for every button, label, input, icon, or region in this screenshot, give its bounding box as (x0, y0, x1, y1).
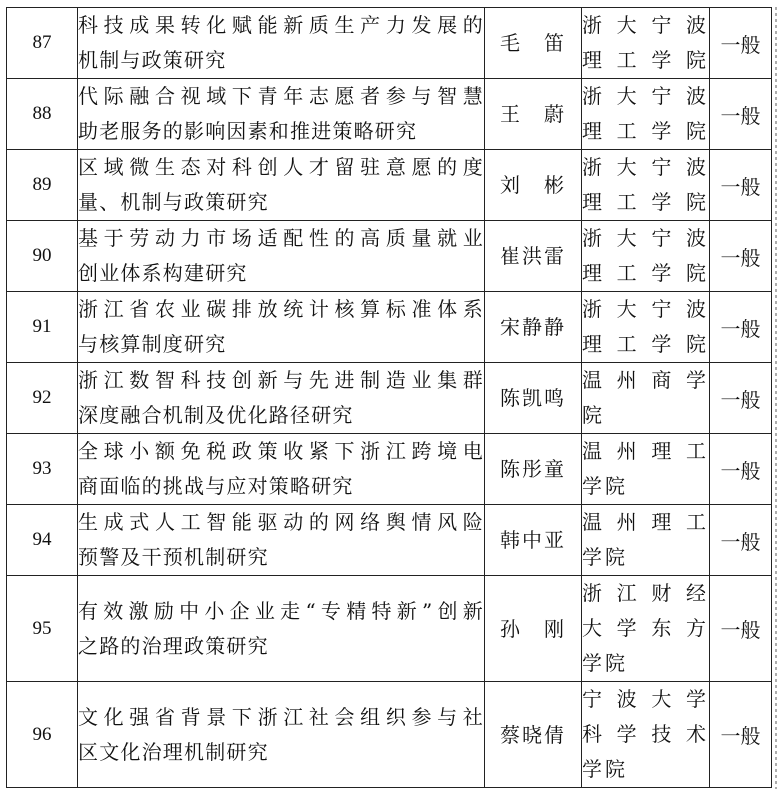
institution-line: 理工学院 (582, 190, 709, 214)
institution-line: 院 (582, 403, 605, 427)
project-category: 一般 (710, 363, 772, 434)
project-title-line: 浙江省农业碳排放统计核算标准体系 (78, 297, 484, 321)
author-name: 孙 刚 (500, 616, 566, 641)
table-row (7, 8, 772, 79)
table-row (7, 682, 772, 788)
project-category: 一般 (710, 150, 772, 221)
project-category: 一般 (710, 682, 772, 788)
project-title (78, 79, 485, 150)
row-number: 94 (7, 505, 78, 576)
institution-line: 浙大宁波 (582, 13, 709, 37)
project-institution (582, 434, 710, 505)
project-author (485, 8, 582, 79)
project-author (485, 150, 582, 221)
project-institution (582, 292, 710, 363)
project-title-line: 生成式人工智能驱动的网络舆情风险 (78, 510, 484, 534)
project-institution (582, 682, 710, 788)
author-name: 刘 彬 (500, 173, 566, 197)
project-title (78, 363, 485, 434)
table-row (7, 576, 772, 682)
institution-line: 浙江财经 (582, 581, 709, 605)
author-name: 崔洪雷 (500, 244, 566, 268)
row-number: 93 (7, 434, 78, 505)
table-row (7, 150, 772, 221)
project-title-line: 之路的治理政策研究 (78, 633, 269, 658)
project-category: 一般 (710, 221, 772, 292)
institution-line: 温州商学 (582, 368, 709, 392)
project-author (485, 434, 582, 505)
project-institution (582, 505, 710, 576)
institution-line: 学院 (582, 545, 628, 569)
project-category: 一般 (710, 292, 772, 363)
project-title (78, 434, 485, 505)
institution-line: 浙大宁波 (582, 297, 709, 321)
project-title-line: 量、机制与政策研究 (78, 190, 269, 214)
institution-line: 浙大宁波 (582, 84, 709, 108)
row-number: 90 (7, 221, 78, 292)
project-table (6, 7, 772, 788)
project-title-line: 有效激励中小企业走“专精特新”创新 (78, 598, 484, 623)
table-row (7, 79, 772, 150)
project-title-line: 深度融合机制及优化路径研究 (78, 403, 354, 427)
institution-line: 理工学院 (582, 261, 709, 285)
project-institution (582, 363, 710, 434)
project-title-line: 预警及干预机制研究 (78, 545, 269, 569)
institution-line: 科学技术 (582, 722, 709, 746)
table-row (7, 505, 772, 576)
institution-line: 学院 (582, 651, 628, 675)
project-institution (582, 79, 710, 150)
table-row (7, 434, 772, 505)
institution-line: 理工学院 (582, 119, 709, 143)
project-title-line: 助老服务的影响因素和推进策略研究 (78, 119, 418, 143)
project-title-line: 全球小额免税政策收紧下浙江跨境电 (78, 439, 484, 463)
project-author (485, 363, 582, 434)
author-name: 王 蔚 (500, 102, 566, 126)
project-title (78, 292, 485, 363)
project-title-line: 区域微生态对科创人才留驻意愿的度 (78, 155, 484, 179)
institution-line: 理工学院 (582, 48, 709, 72)
table-row (7, 221, 772, 292)
institution-line: 学院 (582, 474, 628, 498)
project-institution (582, 150, 710, 221)
project-title-line: 科技成果转化赋能新质生产力发展的 (78, 13, 484, 37)
project-institution (582, 221, 710, 292)
project-title (78, 505, 485, 576)
row-number: 92 (7, 363, 78, 434)
table-row (7, 292, 772, 363)
project-institution (582, 576, 710, 682)
project-category: 一般 (710, 505, 772, 576)
project-title-line: 机制与政策研究 (78, 48, 227, 72)
project-author (485, 505, 582, 576)
project-title-line: 与核算制度研究 (78, 332, 227, 356)
project-category: 一般 (710, 576, 772, 682)
institution-line: 宁波大学 (582, 687, 709, 711)
project-title-line: 基于劳动力市场适配性的高质量就业 (78, 226, 484, 250)
author-name: 陈凯鸣 (500, 386, 566, 410)
project-title (78, 576, 485, 682)
institution-line: 学院 (582, 757, 628, 781)
institution-line: 理工学院 (582, 332, 709, 356)
project-title-line: 代际融合视域下青年志愿者参与智慧 (78, 84, 484, 108)
project-institution (582, 8, 710, 79)
project-category: 一般 (710, 8, 772, 79)
project-title-line: 商面临的挑战与应对策略研究 (78, 474, 354, 498)
project-category: 一般 (710, 79, 772, 150)
project-title-line: 区文化治理机制研究 (78, 739, 269, 764)
row-number: 96 (7, 682, 78, 788)
institution-line: 浙大宁波 (582, 155, 709, 179)
project-title-line: 创业体系构建研究 (78, 261, 248, 285)
project-author (485, 221, 582, 292)
project-author (485, 292, 582, 363)
project-title (78, 150, 485, 221)
project-title (78, 682, 485, 788)
institution-line: 温州理工 (582, 439, 709, 463)
project-title-line: 文化强省背景下浙江社会组织参与社 (78, 704, 484, 729)
institution-line: 大学东方 (582, 616, 709, 640)
institution-line: 温州理工 (582, 510, 709, 534)
author-name: 毛 笛 (500, 31, 566, 55)
table-body (7, 8, 772, 788)
author-name: 韩中亚 (500, 528, 566, 552)
institution-line: 浙大宁波 (582, 226, 709, 250)
project-title (78, 8, 485, 79)
row-number: 89 (7, 150, 78, 221)
table-row (7, 363, 772, 434)
row-number: 95 (7, 576, 78, 682)
author-name: 宋静静 (500, 315, 566, 339)
author-name: 蔡晓倩 (500, 722, 566, 747)
row-number: 91 (7, 292, 78, 363)
page-edge-dotted-line (775, 7, 777, 789)
project-title-line: 浙江数智科技创新与先进制造业集群 (78, 368, 484, 392)
project-author (485, 79, 582, 150)
project-category: 一般 (710, 434, 772, 505)
row-number: 87 (7, 8, 78, 79)
project-title (78, 221, 485, 292)
project-author (485, 576, 582, 682)
project-author (485, 682, 582, 788)
row-number: 88 (7, 79, 78, 150)
author-name: 陈彤童 (500, 457, 566, 481)
